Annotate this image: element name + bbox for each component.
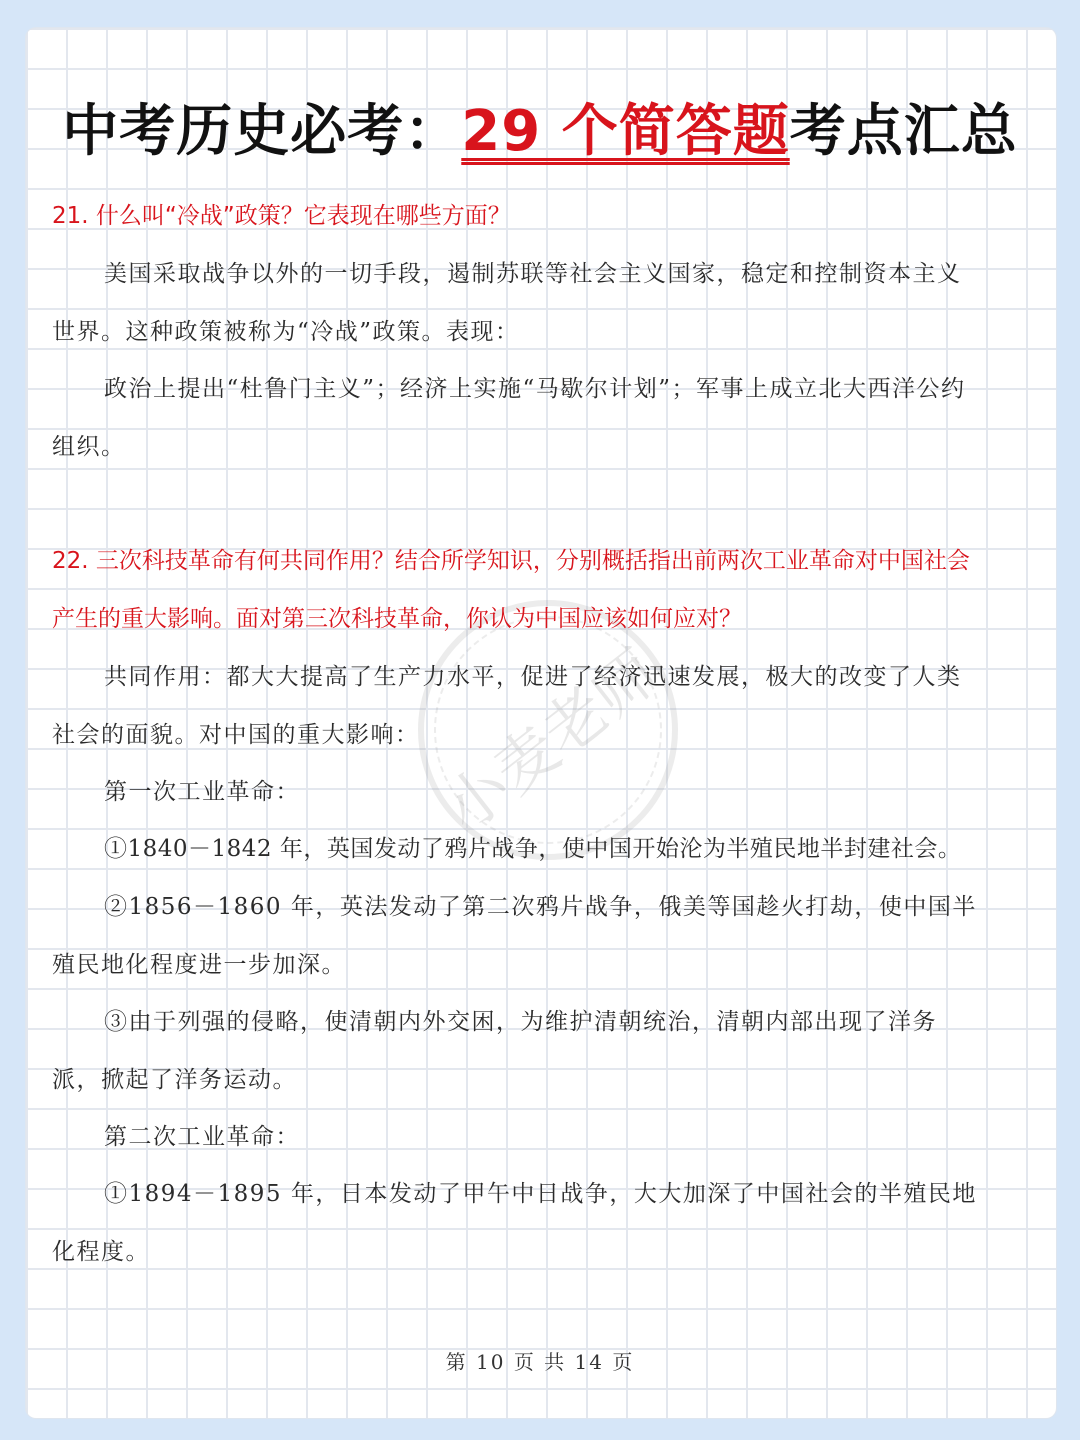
answer-22-paragraph-7: ①1894－1895 年，日本发动了甲午中日战争，大大加深了中国社会的半殖民地化程度。 bbox=[52, 1181, 977, 1265]
page-number: 第 10 页 共 14 页 bbox=[445, 1350, 635, 1374]
title-prefix: 中考历史必考： bbox=[62, 99, 462, 164]
answer-22-paragraph-1: 共同作用：都大大提高了生产力水平，促进了经济迅速发展，极大的改变了人类社会的面貌。对中国的重大影响： bbox=[52, 664, 962, 748]
answer-22-paragraph-2: 第一次工业革命： bbox=[104, 779, 300, 805]
watermark-text: 小麦老师 bbox=[430, 635, 672, 846]
answer-22-paragraph-6: 第二次工业革命： bbox=[104, 1124, 300, 1150]
question-22: 22. 三次科技革命有何共同作用？结合所学知识，分别概括指出前两次工业革命对中国社会产生的重大影响。面对第三次科技革命，你认为中国应该如何应对？ bbox=[52, 548, 970, 632]
answer-21-paragraph-1: 美国采取战争以外的一切手段，遏制苏联等社会主义国家，稳定和控制资本主义世界。这种政策被称为“冷战”政策。表现： bbox=[52, 261, 962, 345]
answer-22-paragraph-3: ①1840－1842 年，英国发动了鸦片战争，使中国开始沦为半殖民地半封建社会。 bbox=[104, 836, 962, 862]
answer-22-paragraph-4: ②1856－1860 年，英法发动了第二次鸦片战争，俄美等国趁火打劫，使中国半殖民地化程度进一步加深。 bbox=[52, 894, 977, 978]
answer-22-paragraph-5: ③由于列强的侵略，使清朝内外交困，为维护清朝统治，清朝内部出现了洋务派，掀起了洋务运动。 bbox=[52, 1009, 937, 1093]
answer-21-paragraph-2: 政治上提出“杜鲁门主义”；经济上实施“马歇尔计划”；军事上成立北大西洋公约组织。 bbox=[52, 376, 966, 460]
page-title bbox=[0, 92, 1080, 172]
title-suffix: 考点汇总 bbox=[789, 99, 1018, 164]
title-highlight: 29 个简答题 bbox=[461, 99, 790, 164]
question-21: 21. 什么叫“冷战”政策？它表现在哪些方面？ bbox=[52, 203, 511, 229]
